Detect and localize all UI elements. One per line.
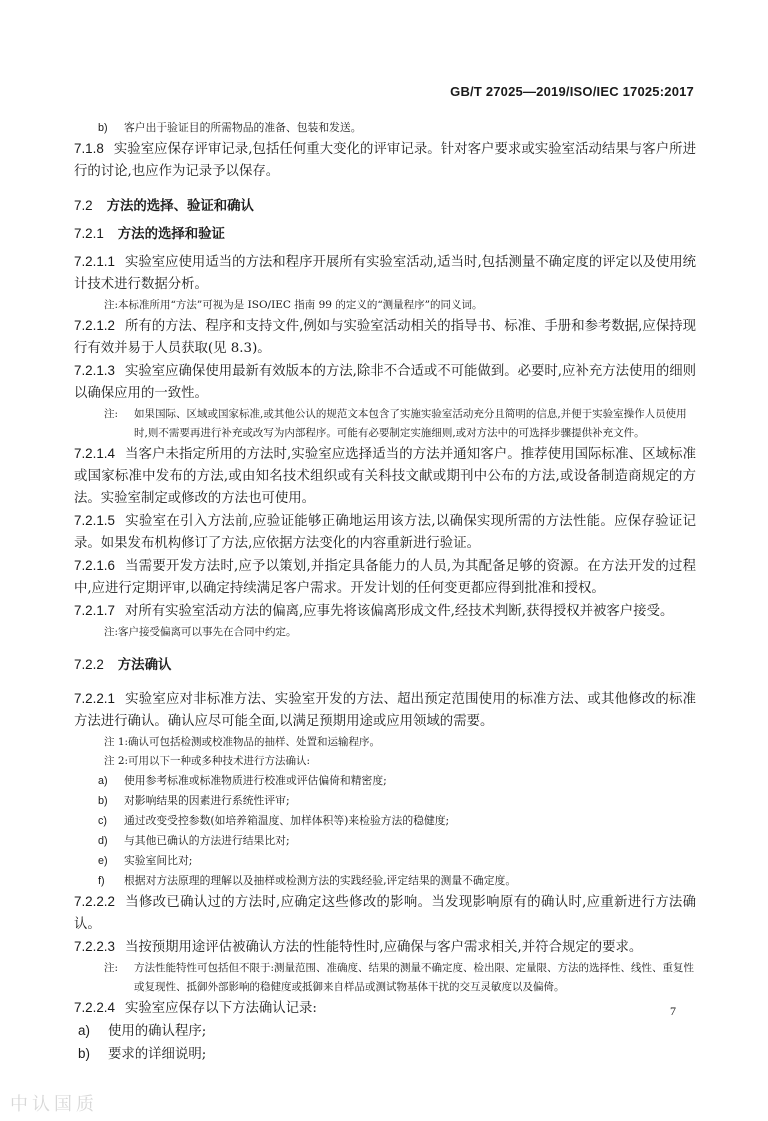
clause-text: 当按预期用途评估被确认方法的性能特性时,应确保与客户需求相关,并符合规定的要求。 <box>124 940 643 955</box>
clause-7-2-1-7 <box>74 600 696 623</box>
clause-number: 7.2.2.3 <box>74 939 115 954</box>
page-content <box>74 118 696 1066</box>
clause-number: 7.2.1.5 <box>74 513 115 528</box>
heading-number: 7.2 <box>74 198 93 213</box>
clause-text: 当修改已确认过的方法时,应确定这些修改的影响。当发现影响原有的确认时,应重新进行方法确认。 <box>74 895 696 932</box>
list-item-b <box>74 118 696 138</box>
clause-7-2-1-1 <box>74 251 696 296</box>
clause-7-2-2-2 <box>74 891 696 936</box>
clause-number: 7.2.2.4 <box>74 1000 115 1015</box>
clause-text: 当需要开发方法时,应予以策划,并指定具备能力的人员,为其配备足够的资源。在方法开发的过程中,应进行定期评审,以确定持续满足客户需求。开发计划的任何变更都应得到批准和授权。 <box>74 559 696 596</box>
heading-7-2 <box>74 195 696 217</box>
clause-text: 实验室应保存评审记录,包括任何重大变化的评审记录。针对客户要求或实验室活动结果与客户所进行的讨论,也应作为记录予以保存。 <box>74 142 696 179</box>
clause-7-2-2-3 <box>74 936 696 959</box>
note-text: 方法性能特性可包括但不限于:测量范围、准确度、结果的测量不确定度、检出限、定量限、方法的选择性、线性、重复性或复现性、抵御外部影响的稳健度或抵御来自样品或测试物基体干扰的交互灵敏度以及偏倚。 <box>134 962 695 993</box>
heading-7-2-2 <box>74 654 696 676</box>
clause-number: 7.2.1.6 <box>74 558 115 573</box>
note-7-2-1-1: 注:本标准所用“方法”可视为是 ISO/IEC 指南 99 的定义的“测量程序”的同义词。 <box>104 299 483 311</box>
clause-text: 实验室应使用适当的方法和程序开展所有实验室活动,适当时,包括测量不确定度的评定以及使用统计技术进行数据分析。 <box>74 255 696 292</box>
clause-7-2-1-4 <box>74 443 696 510</box>
clause-text: 当客户未指定所用的方法时,实验室应选择适当的方法并通知客户。推荐使用国际标准、区域标准或国家标准中发布的方法,或由知名技术组织或有关科技文献或期刊中公布的方法,或设备制造商规定的方法。实验室制定或修改的方法也可使用。 <box>74 447 696 506</box>
note-7-2-1-7: 注:客户接受偏离可以事先在合同中约定。 <box>104 626 297 638</box>
item-text: 与其他已确认的方法进行结果比对; <box>124 834 290 847</box>
clause-number: 7.2.1.1 <box>74 254 115 269</box>
item-text: 对影响结果的因素进行系统性评审; <box>124 794 290 807</box>
item-label: f) <box>98 875 105 887</box>
item-text: 根据对方法原理的理解以及抽样或检测方法的实践经验,评定结果的测量不确定度。 <box>124 874 517 887</box>
item-label: b) <box>78 1046 90 1061</box>
note-1-7-2-2-1: 注 1:确认可包括检测或校准物品的抽样、处置和运输程序。 <box>104 736 381 748</box>
clause-text: 实验室应对非标准方法、实验室开发的方法、超出预定范围使用的标准方法、或其他修改的标准方法进行确认。确认应尽可能全面,以满足预期用途或应用领域的需要。 <box>74 692 696 729</box>
note-list-item <box>74 871 696 891</box>
clause-7-1-8 <box>74 138 696 183</box>
clause-7-2-1-5 <box>74 510 696 555</box>
clause-7-2-1-3 <box>74 360 696 405</box>
item-label: a) <box>78 1023 90 1038</box>
heading-number: 7.2.1 <box>74 226 104 241</box>
item-label: b) <box>98 122 108 134</box>
clause-text: 实验室应确保使用最新有效版本的方法,除非不合适或不可能做到。必要时,应补充方法使用的细则以确保应用的一致性。 <box>74 364 696 401</box>
note-list-item <box>74 771 696 791</box>
clause-number: 7.2.2.2 <box>74 894 115 909</box>
clause-text: 实验室应保存以下方法确认记录: <box>124 1001 317 1016</box>
item-text: 使用参考标准或标准物质进行校准或评估偏倚和精密度; <box>124 774 387 787</box>
note-list-item <box>74 791 696 811</box>
clause-text: 所有的方法、程序和支持文件,例如与实验室活动相关的指导书、标准、手册和参考数据,应保持现行有效并易于人员获取(见 8.3)。 <box>74 319 696 356</box>
note-label: 注: <box>104 962 119 974</box>
note-7-2-1-3 <box>74 405 696 443</box>
clause-7-2-1-2 <box>74 315 696 360</box>
clause-7-2-1-6 <box>74 555 696 600</box>
item-text: 通过改变受控参数(如培养箱温度、加样体积等)来检验方法的稳健度; <box>124 814 450 827</box>
heading-number: 7.2.2 <box>74 657 104 672</box>
item-text: 使用的确认程序; <box>108 1024 207 1039</box>
clause-text: 实验室在引入方法前,应验证能够正确地运用该方法,以确保实现所需的方法性能。应保存验证记录。如果发布机构修订了方法,应依据方法变化的内容重新进行验证。 <box>74 514 696 551</box>
heading-text: 方法的选择、验证和确认 <box>106 198 254 213</box>
record-list-item-a <box>74 1020 696 1043</box>
standard-header: GB/T 27025—2019/ISO/IEC 17025:2017 <box>450 84 694 99</box>
item-text: 要求的详细说明; <box>108 1047 207 1062</box>
clause-text: 对所有实验室活动方法的偏离,应事先将该偏离形成文件,经技术判断,获得授权并被客户接受。 <box>124 604 674 619</box>
clause-7-2-2-1 <box>74 688 696 733</box>
clause-number: 7.1.8 <box>74 141 104 156</box>
note-label: 注: <box>104 408 119 420</box>
item-label: c) <box>98 815 107 827</box>
clause-number: 7.2.2.1 <box>74 691 115 706</box>
note-text: 如果国际、区域或国家标准,或其他公认的规范文本包含了实施实验室活动充分且简明的信息,并便于实验室操作人员使用时,则不需要再进行补充或改写为内部程序。可能有必要制定实施细则,或对方法中的可选择步骤提供补充文件。 <box>134 408 687 439</box>
clause-7-2-2-4 <box>74 997 696 1020</box>
page-number: 7 <box>670 1004 676 1018</box>
clause-number: 7.2.1.3 <box>74 363 115 378</box>
note-2-7-2-2-1: 注 2:可用以下一种或多种技术进行方法确认: <box>104 755 311 767</box>
note-list-item <box>74 811 696 831</box>
item-label: b) <box>98 795 108 807</box>
item-label: a) <box>98 775 108 787</box>
clause-number: 7.2.1.7 <box>74 603 115 618</box>
heading-text: 方法确认 <box>117 657 172 672</box>
item-text: 客户出于验证目的所需物品的准备、包装和发送。 <box>124 121 362 134</box>
clause-number: 7.2.1.2 <box>74 318 115 333</box>
heading-text: 方法的选择和验证 <box>117 226 225 241</box>
item-text: 实验室间比对; <box>124 854 193 867</box>
item-label: d) <box>98 835 108 847</box>
heading-7-2-1 <box>74 223 696 245</box>
watermark: 中认国质 <box>10 1094 98 1115</box>
note-7-2-2-3 <box>74 959 696 997</box>
item-label: e) <box>98 855 108 867</box>
record-list-item-b <box>74 1043 696 1066</box>
clause-number: 7.2.1.4 <box>74 446 115 461</box>
note-list-item <box>74 831 696 851</box>
note-list-item <box>74 851 696 871</box>
